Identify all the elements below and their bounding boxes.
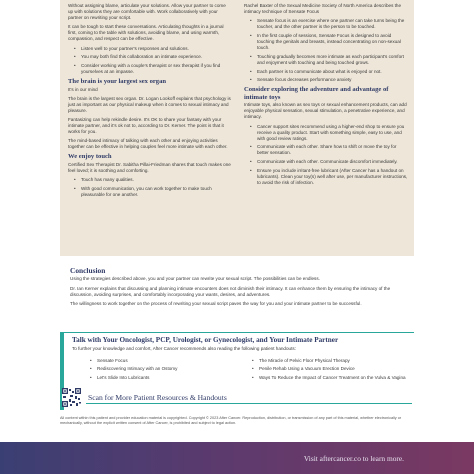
brain-heading: The brain is your largest sex organ [68, 78, 167, 86]
talk-intro [72, 346, 412, 355]
scan-label[interactable] [88, 393, 227, 402]
list-item: • Sensate focus is an exercise where one partner can take turns being the toucher, and the other partner is the person to be touched. [257, 18, 408, 30]
list-item: • You may both find this collaboration an intimate experience. [81, 54, 232, 60]
brain-paragraph-3: The mind-based intimacy of talking with each other and enjoying activities together can be effective in helping couples feel more intimate with each other. [68, 138, 228, 150]
resource-link[interactable]: • Rediscovering Intimacy with an Ostomy [97, 366, 244, 372]
brain-paragraph-1: The brain is the largest sex organ. Dr. Logan Lookoff explains that psychology is just as important as our physical makeup when it comes to sexual intimacy and pleasure. [68, 95, 231, 113]
qr-code-icon[interactable] [62, 388, 81, 407]
scan-strong: Patient Resources & Handouts [133, 393, 227, 402]
left-column [68, 3, 232, 201]
intro-paragraph-2: It can be tough to start these conversations. Articulating thoughts in a journal first, coming to the table with solutions, avoiding blame, and using warmth, compassion, and respect can be effective. [68, 24, 224, 42]
list-item: • Communicate with each other. Communicate discomfort immediately. [257, 159, 408, 165]
sensate-focus-intro: Rachel Baxter of the Sexual Medicine Society of North America describes the intimacy technique of Sensate Focus [244, 3, 402, 15]
list-item: • Sensate focus decreases performance anxiety [257, 77, 408, 83]
footer-banner [0, 442, 474, 474]
conclusion-paragraph-3: The willingness to work together on the process of rewriting your sexual script paves the way for you and your intimate partner to be successful. [70, 300, 362, 306]
scan-prefix: Scan for More [88, 393, 134, 402]
copyright-disclaimer [60, 416, 414, 429]
list-item: • Ensure you include irritant-free lubricant (After Cancer has a handout on lubricants). Clean your toy(s) well after use, per manufacturer instructions, to avoid the risk of infection. [257, 168, 408, 186]
conclusion-heading: Conclusion [70, 266, 106, 275]
resources-left [84, 358, 244, 384]
intro-paragraph-1: Without assigning blame, articulate your solutions. Allow your partner to come up with solutions they are comfortable with. Work collaboratively with your partner on rewriting your script. [68, 3, 226, 21]
resource-link[interactable]: • Sensate Focus [97, 358, 244, 364]
talk-intro-text: To further your knowledge and comfort, After Cancer recommends also reading the following patient handouts: [72, 346, 296, 351]
brain-paragraph-2: Fantasizing can help rekindle desire. It's OK to share your fantasy with your intimate partner, and it's ok not to, according to Dr. Kerner. The point is that it works for you. [68, 116, 224, 135]
toys-paragraph: Intimate toys, also known as sex toys or sexual enhancement products, can add enjoyable physical sensation, sexual stimulation, a penetrative experience, and intimacy. [244, 102, 407, 120]
resource-link[interactable]: • Penile Rehab Using a Vacuum Erection Device [259, 366, 406, 372]
list-item: • Communicate with each other. Share how to shift or move the toy for better sensation. [257, 144, 408, 156]
list-item: • With good communication, you can work together to make touch pleasurable for one another. [81, 186, 232, 198]
resource-link[interactable]: • The Miracle of Pelvic Floor Physical Therapy [259, 358, 406, 364]
list-item: • Each partner is to communicate about what is enjoyed or not. [257, 69, 408, 75]
talk-heading: Talk with Your Oncologist, PCP, Urologist, or Gynecologist, and Your Intimate Partner [72, 336, 339, 344]
talk-title [72, 337, 412, 344]
right-column [244, 3, 408, 189]
resources-right [246, 358, 406, 384]
toys-list [244, 124, 408, 187]
touch-paragraph: Certified Sex Therapist Dr. Sabitha Pillai-Friedman shares that touch makes one feel loved; it is soothing and comforting. [68, 161, 231, 173]
list-item: • Touch has many qualities. [81, 177, 232, 183]
list-item: • Consider working with a couple's therapist or sex therapist if you find yourselves at an impasse. [81, 63, 232, 75]
resource-link[interactable]: • Ways To Reduce the Impact of Cancer Treatment on the Vulva & Vagina [259, 375, 406, 381]
resources-list-left [84, 358, 244, 381]
conclusion-paragraph-1: Using the strategies described above, you and your partner can rewrite your sexual script. The possibilities can be endless. [70, 276, 320, 282]
conclusion-section [70, 266, 410, 310]
scan-divider [86, 403, 412, 404]
conclusion-paragraph-2: Dr. Ian Kerner explains that discussing and planning intimate encounters does not diminish their intimacy. It can enhance them by ensuring the intimacy of the discussion, avoiding surprises, and comfortably incorporating your wants, desires, and adventures. [70, 285, 391, 297]
footer-link[interactable]: Visit aftercancer.co to learn more. [303, 454, 404, 463]
list-item: • In the first couple of sessions, Sensate Focus is designed to avoid touching the genitals and breasts, instead concentrating on non-sexual touch. [257, 33, 408, 51]
list-item: • Touching gradually becomes more intimate as each participant's comfort and enjoyment with touching and being touched grows. [257, 54, 408, 66]
scan-row [60, 387, 414, 411]
communication-tips-list [68, 46, 232, 76]
list-item: • Listen well to your partner's responses and solutions. [81, 46, 232, 52]
toys-heading: Consider exploring the adventure and advantage of intimate toys [244, 86, 389, 101]
resource-link[interactable]: • Let's Slide Into Lubricants [97, 375, 244, 381]
touch-heading: We enjoy touch [68, 153, 112, 161]
brain-subheading: It's in our mind [68, 86, 98, 92]
touch-list [68, 177, 232, 198]
list-item: • Cancer support sites recommend using a higher-end shop to ensure you receive a quality product. Start with something simple, easy to use, and with good review ratings. [257, 124, 408, 142]
sensate-focus-list [244, 18, 408, 83]
disclaimer-text: All content within this patient and provider education material is copyrighted. Copyright © 2023 After Cancer. Reproduction, distribution, or transmission of any part of this material, whether electronically or mechanically, without the explicit written consent of After Cancer, is prohibited and subject to legal action. [60, 416, 402, 425]
resources-list-right [246, 358, 406, 381]
